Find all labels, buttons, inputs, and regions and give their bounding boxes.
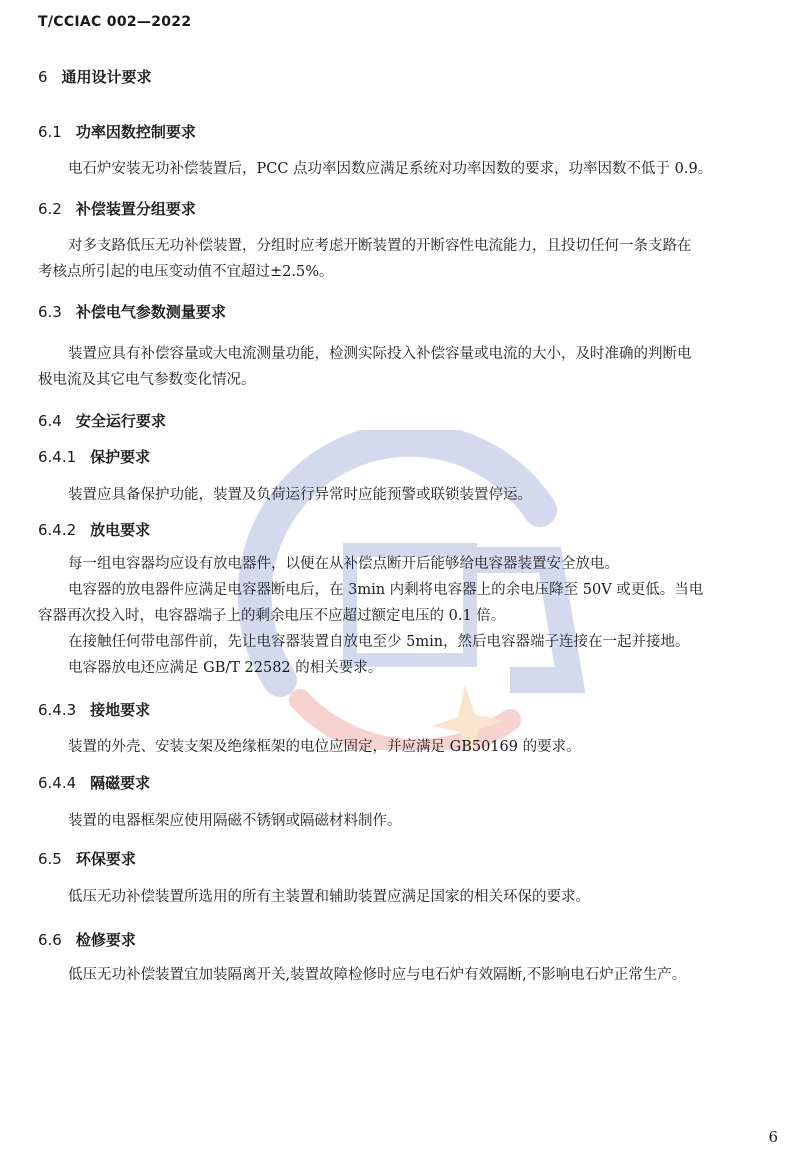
section-heading <box>38 121 196 142</box>
paragraph-line: 装置应具有补偿容量或大电流测量功能，检测实际投入补偿容量或电流的大小，及时准确的判断电 <box>68 346 692 362</box>
paragraph-6-4-1 <box>38 482 782 508</box>
paragraph-line: 低压无功补偿装置所选用的所有主装置和辅助装置应满足国家的相关环保的要求。 <box>68 889 590 905</box>
section-title: 检修要求 <box>75 931 136 949</box>
section-title: 放电要求 <box>90 521 151 539</box>
paragraph-6-1 <box>38 156 782 182</box>
section-heading <box>38 519 150 540</box>
section-title: 安全运行要求 <box>75 412 166 430</box>
section-title: 环保要求 <box>75 850 136 868</box>
paragraph-line: 对多支路低压无功补偿装置，分组时应考虑开断装置的开断容性电流能力，且投切任何一条支路在 <box>68 238 692 254</box>
paragraph-6-4-2 <box>38 551 782 681</box>
section-heading <box>38 410 166 431</box>
section-title: 保护要求 <box>90 448 151 466</box>
section-number: 6.4.2 <box>38 521 77 539</box>
section-title: 通用设计要求 <box>61 68 152 86</box>
paragraph-6-4-4 <box>38 808 782 834</box>
section-heading <box>38 198 196 219</box>
paragraph-6-3 <box>38 341 782 393</box>
section-title: 隔磁要求 <box>90 774 151 792</box>
section-heading <box>38 446 150 467</box>
section-number: 6.4.4 <box>38 774 77 792</box>
section-number: 6.1 <box>38 123 62 141</box>
section-heading <box>38 772 150 793</box>
paragraph-6-4-3 <box>38 734 782 760</box>
section-heading <box>38 929 136 950</box>
section-number: 6 <box>38 68 48 86</box>
paragraph-6-2 <box>38 233 782 285</box>
section-number: 6.4.3 <box>38 701 77 719</box>
section-number: 6.6 <box>38 931 62 949</box>
document-header-id: T/CCIAC 002—2022 <box>38 14 192 30</box>
paragraph-6-6 <box>38 962 782 988</box>
paragraph-line: 电容器的放电器件应满足电容器断电后，在 3min 内剩将电容器上的余电压降至 50V 或更低。当电 <box>68 582 704 598</box>
section-number: 6.5 <box>38 850 62 868</box>
paragraph-line: 电石炉安装无功补偿装置后，PCC 点功率因数应满足系统对功率因数的要求，功率因数不低于 0.9。 <box>68 161 713 177</box>
section-heading <box>38 301 226 322</box>
section-number: 6.3 <box>38 303 62 321</box>
paragraph-line: 装置应具备保护功能，装置及负荷运行异常时应能预警或联锁装置停运。 <box>68 487 532 503</box>
paragraph-line: 在接触任何带电部件前，先让电容器装置自放电至少 5min，然后电容器端子连接在一起并接地。 <box>68 634 690 650</box>
section-heading <box>38 848 136 869</box>
section-heading <box>38 66 152 87</box>
paragraph-line: 极电流及其它电气参数变化情况。 <box>38 372 256 388</box>
section-heading <box>38 699 150 720</box>
paragraph-line: 装置的外壳、安装支架及绝缘框架的电位应固定，并应满足 GB50169 的要求。 <box>68 739 581 755</box>
section-number: 6.4 <box>38 412 62 430</box>
paragraph-6-5 <box>38 884 782 910</box>
paragraph-line: 电容器放电还应满足 GB/T 22582 的相关要求。 <box>68 660 383 676</box>
section-title: 补偿电气参数测量要求 <box>75 303 226 321</box>
section-number: 6.4.1 <box>38 448 77 466</box>
section-number: 6.2 <box>38 200 62 218</box>
paragraph-line: 考核点所引起的电压变动值不宜超过±2.5%。 <box>38 264 334 280</box>
page-number: 6 <box>768 1128 778 1146</box>
paragraph-line: 容器再次投入时，电容器端子上的剩余电压不应超过额定电压的 0.1 倍。 <box>38 608 506 624</box>
paragraph-line: 每一组电容器均应设有放电器件，以便在从补偿点断开后能够给电容器装置安全放电。 <box>68 556 619 572</box>
paragraph-line: 低压无功补偿装置宜加装隔离开关,装置故障检修时应与电石炉有效隔断,不影响电石炉正常生产。 <box>68 967 687 983</box>
section-title: 补偿装置分组要求 <box>75 200 196 218</box>
section-title: 接地要求 <box>90 701 151 719</box>
section-title: 功率因数控制要求 <box>75 123 196 141</box>
paragraph-line: 装置的电器框架应使用隔磁不锈钢或隔磁材料制作。 <box>68 813 402 829</box>
